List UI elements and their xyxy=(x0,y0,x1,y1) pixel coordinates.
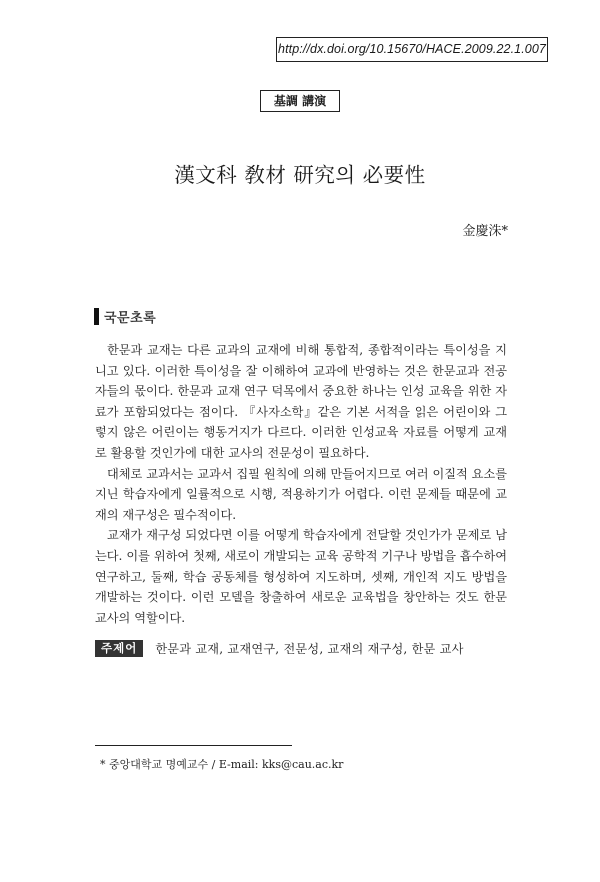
abstract-heading xyxy=(94,308,156,325)
abstract-heading-label: 국문초록 xyxy=(104,311,157,326)
keywords-list: 한문과 교재, 교재연구, 전문성, 교재의 재구성, 한문 교사 xyxy=(155,641,464,656)
keywords-row xyxy=(95,639,515,657)
footnote-divider xyxy=(95,745,292,746)
article-type-tag: 基調 講演 xyxy=(260,90,340,112)
abstract-paragraph: 한문과 교재는 다른 교과의 교재에 비해 통합적, 종합적이라는 특이성을 지니고 있다. 이러한 특이성을 잘 이해하여 교과에 반영하는 것은 한문교과 전공자들의 몫이다. 한문과 교재 연구 덕목에서 중요한 하나는 인성 교육을 위한 자료가 포함되었다는 점이다. 『사자소학』같은 기본 서적을 읽은 어린이와 그렇지 않은 어린이는 행동거지가 다르다. 이러한 인성교육 자료를 어떻게 교재로 활용할 것인가에 대한 교사의 전문성이 필요하다. xyxy=(95,343,507,460)
keywords-label: 주제어 xyxy=(95,640,143,657)
doi-link[interactable]: http://dx.doi.org/10.15670/HACE.2009.22.1.007 xyxy=(276,37,548,62)
author-footnote: * 중앙대학교 명예교수 / E-mail: kks@cau.ac.kr xyxy=(100,758,344,771)
abstract-paragraph: 대체로 교과서는 교과서 집필 원칙에 의해 만들어지므로 여러 이질적 요소를 지닌 학습자에게 일률적으로 시행, 적용하기가 어렵다. 이런 문제들 때문에 교재의 재구성은 필수적이다. xyxy=(95,466,507,522)
author-name: 金慶洙* xyxy=(462,224,508,239)
heading-bar xyxy=(94,308,99,325)
article-title: 漢文科 敎材 研究의 必要性 xyxy=(174,163,426,187)
abstract-body xyxy=(95,340,507,628)
abstract-paragraph: 교재가 재구성 되었다면 이를 어떻게 학습자에게 전달할 것인가가 문제로 남는다. 이를 위하여 첫째, 새로이 개발되는 교육 공학적 기구나 방법을 흡수하여 연구하고, 둘째, 학습 공동체를 형성하여 지도하며, 셋째, 개인적 지도 방법을 개발하는 것이다. 이런 모델을 창출하여 새로운 교육법을 창안하는 것도 한문 교사의 역할이다. xyxy=(95,528,507,625)
